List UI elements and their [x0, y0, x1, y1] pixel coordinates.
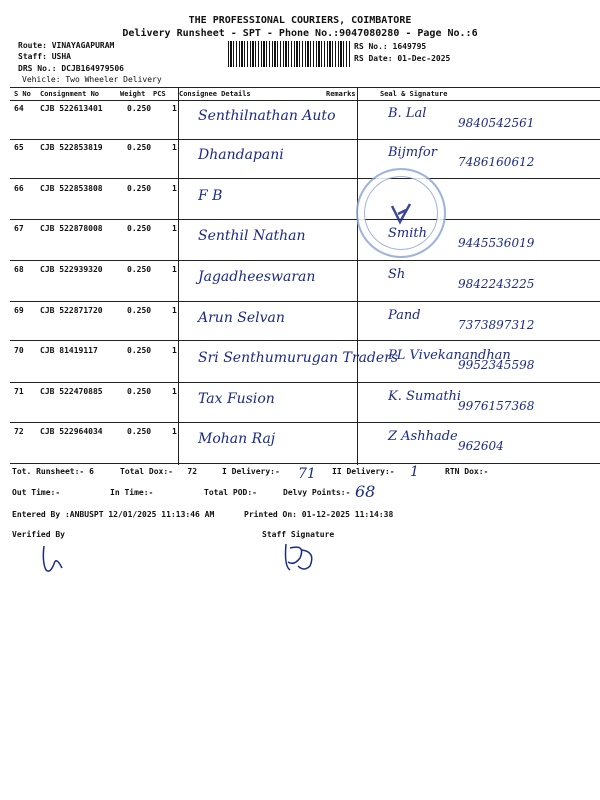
row-phone: 7486160612 — [458, 155, 535, 169]
out-time: Out Time:- — [12, 488, 61, 497]
row-pcs: 1 — [172, 387, 177, 396]
row-phone: 962604 — [458, 439, 504, 453]
col-consignment: Consignment No — [40, 90, 100, 98]
company-name: THE PROFESSIONAL COURIERS, COIMBATORE — [188, 15, 412, 26]
row-pcs: 1 — [172, 143, 177, 152]
row-consignee: Senthil Nathan — [198, 228, 306, 244]
row-seal-signature: K. Sumathi — [388, 389, 462, 404]
row-consignee: Tax Fusion — [198, 391, 275, 407]
row-weight: 0.250 — [127, 143, 152, 152]
row-weight: 0.250 — [127, 224, 152, 233]
drs-label: DRS No.: DCJB164979506 — [18, 64, 124, 73]
row-weight: 0.250 — [127, 387, 152, 396]
rs-number: RS No.: 1649795 — [354, 42, 427, 51]
row-consignment: CJB 522939320 — [40, 265, 103, 274]
row-sno: 67 — [14, 224, 24, 233]
row-consignee: Sri Senthumurugan Traders — [198, 350, 399, 366]
vehicle-label: Vehicle: Two Wheeler Delivery — [22, 75, 162, 84]
total-pod: Total POD:- — [204, 488, 257, 497]
row-seal-signature: B. Lal — [388, 106, 427, 121]
row-weight: 0.250 — [127, 427, 152, 436]
in-time: In Time:- — [110, 488, 154, 497]
row-weight: 0.250 — [127, 265, 152, 274]
row-seal-signature: Pand — [388, 308, 421, 323]
row-consignee: Dhandapani — [198, 147, 284, 163]
stamp-mark-icon — [358, 170, 444, 256]
col-weight: Weight — [120, 90, 146, 98]
staff-label: Staff: USHA — [18, 52, 71, 61]
row-pcs: 1 — [172, 427, 177, 436]
row-seal-signature: Bijmfor — [388, 145, 437, 160]
row-pcs: 1 — [172, 104, 177, 113]
row-weight: 0.250 — [127, 184, 152, 193]
delvy-points-value: 68 — [355, 482, 376, 501]
row-consignment: CJB 522853808 — [40, 184, 103, 193]
row-consignment: CJB 522613401 — [40, 104, 103, 113]
row-weight: 0.250 — [127, 306, 152, 315]
row-sno: 68 — [14, 265, 24, 274]
row-consignment: CJB 522964034 — [40, 427, 103, 436]
ii-delivery-label: II Delivery:- — [332, 467, 395, 476]
row-phone: 9952345598 — [458, 358, 535, 372]
row-seal-signature: PL Vivekanandhan — [388, 348, 511, 363]
row-phone: 9840542561 — [458, 116, 535, 130]
row-sno: 72 — [14, 427, 24, 436]
row-pcs: 1 — [172, 265, 177, 274]
i-delivery-value: 71 — [298, 466, 316, 482]
row-pcs: 1 — [172, 346, 177, 355]
total-runsheet: Tot. Runsheet:- 6 — [12, 467, 94, 476]
row-consignment: CJB 522871720 — [40, 306, 103, 315]
staff-signature-icon — [276, 536, 326, 576]
row-phone: 9445536019 — [458, 236, 535, 250]
row-sno: 69 — [14, 306, 24, 315]
row-weight: 0.250 — [127, 104, 152, 113]
row-sno: 64 — [14, 104, 24, 113]
col-seal: Seal & Signature — [380, 90, 448, 98]
col-remarks: Remarks — [326, 90, 356, 98]
row-consignee: F B — [198, 188, 223, 204]
route-label: Route: VINAYAGAPURAM — [18, 41, 115, 50]
row-consignment: CJB 522470885 — [40, 387, 103, 396]
row-sno: 65 — [14, 143, 24, 152]
rs-date: RS Date: 01-Dec-2025 — [354, 54, 451, 63]
row-phone: 7373897312 — [458, 318, 535, 332]
row-consignee: Senthilnathan Auto — [198, 108, 336, 124]
barcode-image — [228, 41, 350, 67]
row-consignment: CJB 81419117 — [40, 346, 98, 355]
entered-by: Entered By :ANBUSPT 12/01/2025 11:13:46 AM — [12, 510, 215, 519]
row-pcs: 1 — [172, 224, 177, 233]
row-sno: 71 — [14, 387, 24, 396]
rtn-dox: RTN Dox:- — [445, 467, 489, 476]
row-consignment: CJB 522853819 — [40, 143, 103, 152]
runsheet-title: Delivery Runsheet - SPT - Phone No.:9047080280 - Page No.:6 — [122, 28, 478, 39]
total-dox: Total Dox:- 72 — [120, 467, 198, 476]
row-sno: 70 — [14, 346, 24, 355]
row-consignee: Jagadheeswaran — [198, 269, 316, 285]
row-phone: 9976157368 — [458, 399, 535, 413]
verified-by: Verified By — [12, 530, 65, 539]
col-pcs: PCS — [153, 90, 166, 98]
printed-on: Printed On: 01-12-2025 11:14:38 — [244, 510, 394, 519]
col-sno: S No — [14, 90, 31, 98]
verifier-signature-icon — [38, 542, 68, 576]
staff-signature-label: Staff Signature — [262, 530, 335, 539]
ii-delivery-value: 1 — [410, 464, 419, 480]
row-consignee: Mohan Raj — [198, 431, 276, 447]
row-pcs: 1 — [172, 306, 177, 315]
row-seal-signature: Z Ashhade — [388, 429, 458, 444]
row-pcs: 1 — [172, 184, 177, 193]
row-consignee: Arun Selvan — [198, 310, 285, 326]
row-consignment: CJB 522878008 — [40, 224, 103, 233]
col-consignee: Consignee Details — [179, 90, 251, 98]
row-weight: 0.250 — [127, 346, 152, 355]
row-seal-signature: Smith — [388, 226, 427, 241]
row-sno: 66 — [14, 184, 24, 193]
row-phone: 9842243225 — [458, 277, 535, 291]
row-seal-signature: Sh — [388, 267, 406, 282]
seal-stamp — [356, 168, 446, 258]
delvy-points: Delvy Points:- — [283, 488, 351, 497]
i-delivery-label: I Delivery:- — [222, 467, 280, 476]
